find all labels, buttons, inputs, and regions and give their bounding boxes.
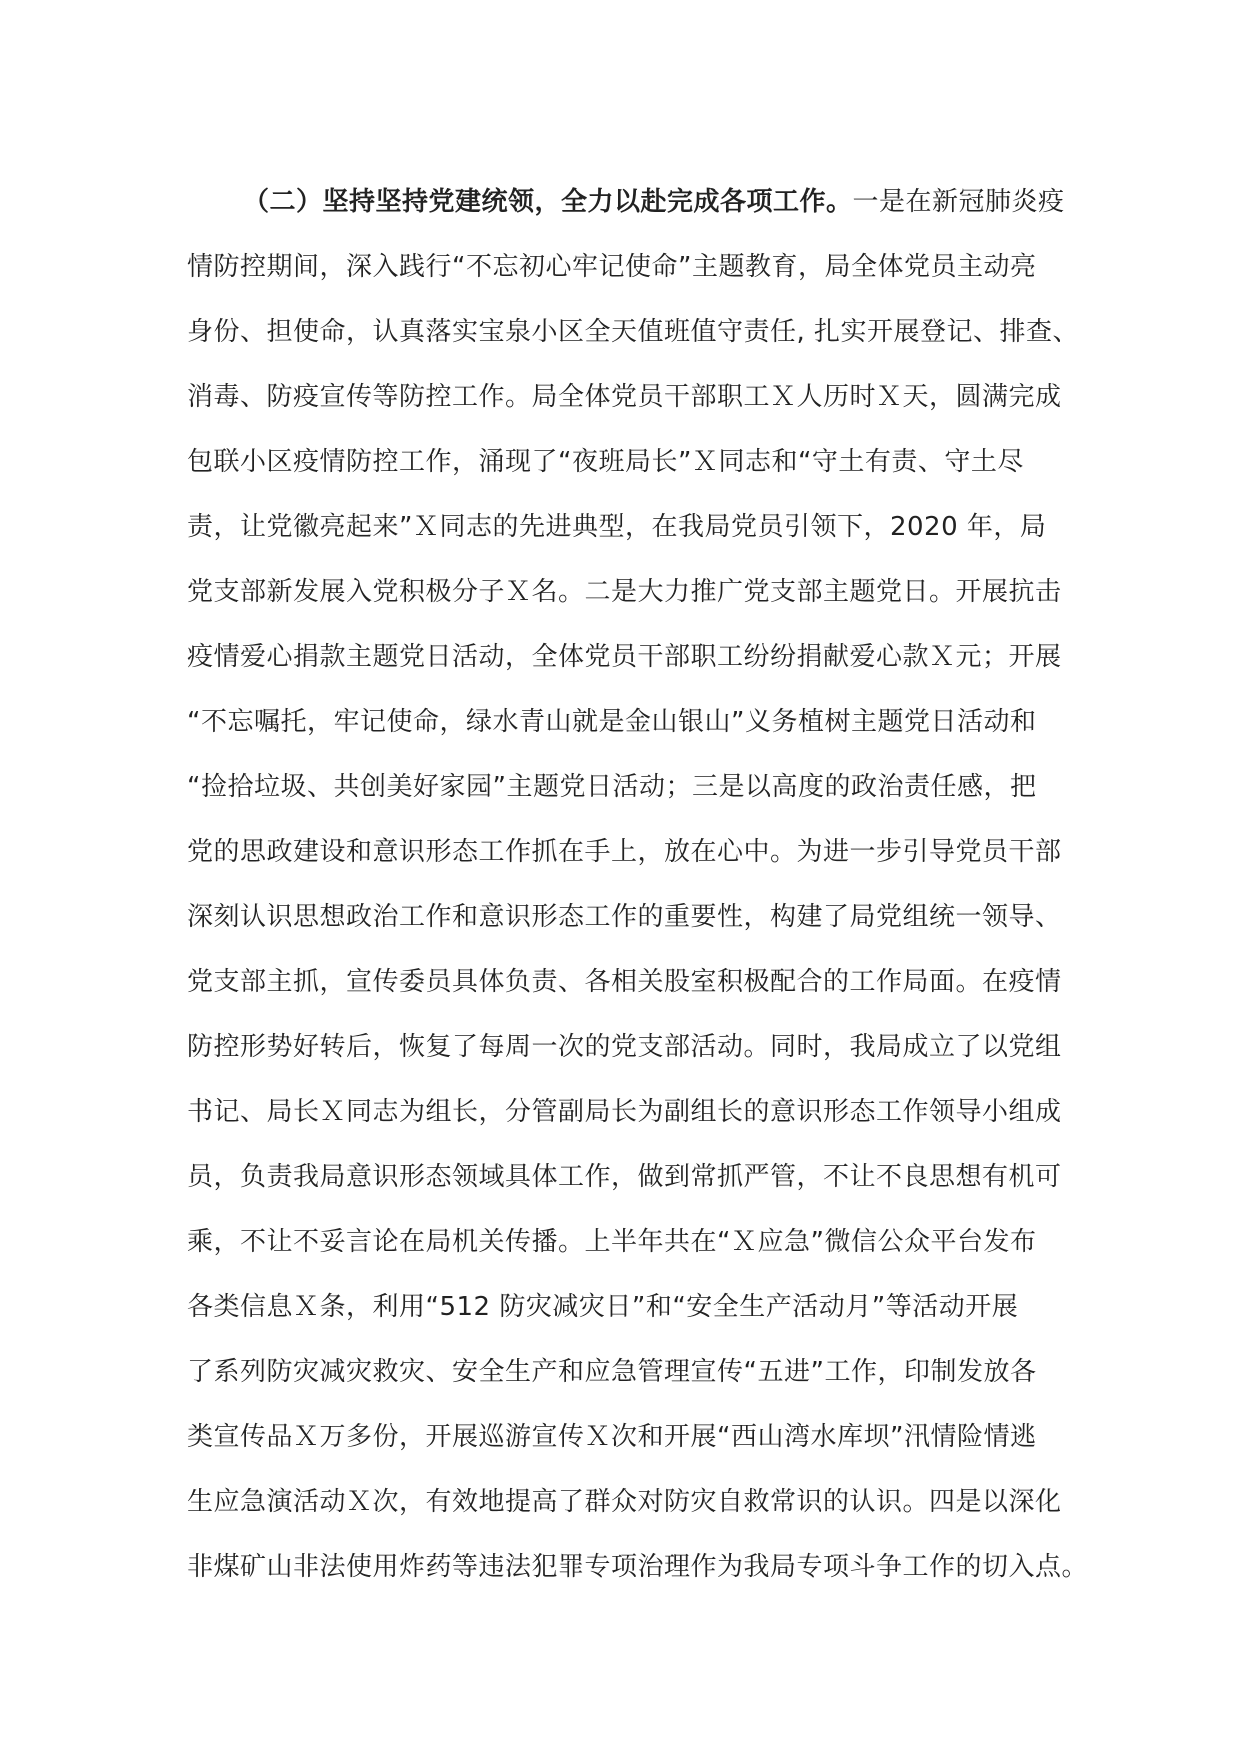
paragraph-line-1 [187, 170, 1065, 235]
paragraph-line-11: 党的思政建设和意识形态工作抓在手上，放在心中。为进一步引导党员干部 [187, 837, 1062, 867]
paragraph-line-12: 深刻认识思想政治工作和意识形态工作的重要性，构建了局党组统一领导、 [187, 902, 1062, 932]
line-text: 一是在新冠肺炎疫 [852, 187, 1065, 217]
paragraph-line-7: 党支部新发展入党积极分子Ｘ名。二是大力推广党支部主题党日。开展抗击 [187, 577, 1062, 607]
paragraph-line-20: 类宣传品Ｘ万多份，开展巡游宣传Ｘ次和开展“西山湾水库坝”汛情险情逃 [187, 1422, 1037, 1452]
paragraph-line-6: 责，让党徽亮起来”Ｘ同志的先进典型，在我局党员引领下，2020 年，局 [187, 512, 1047, 542]
paragraph-line-21: 生应急演活动Ｘ次，有效地提高了群众对防灾自救常识的认识。四是以深化 [187, 1487, 1062, 1517]
paragraph-line-13: 党支部主抓，宣传委员具体负责、各相关股室积极配合的工作局面。在疫情 [187, 967, 1062, 997]
paragraph-line-22: 非煤矿山非法使用炸药等违法犯罪专项治理作为我局专项斗争工作的切入点。 [187, 1552, 1089, 1582]
paragraph-line-5: 包联小区疫情防控工作，涌现了“夜班局长”Ｘ同志和“守土有责、守土尽 [187, 447, 1024, 477]
paragraph-line-16: 员，负责我局意识形态领域具体工作，做到常抓严管，不让不良思想有机可 [187, 1162, 1062, 1192]
paragraph-line-19: 了系列防灾减灾救灾、安全生产和应急管理宣传“五进”工作，印制发放各 [187, 1357, 1037, 1387]
paragraph-line-8: 疫情爱心捐款主题党日活动，全体党员干部职工纷纷捐献爱心款Ｘ元；开展 [187, 642, 1062, 672]
paragraph-line-10: “捡拾垃圾、共创美好家园”主题党日活动；三是以高度的政治责任感，把 [187, 772, 1037, 802]
paragraph-line-18: 各类信息Ｘ条，利用“512 防灾减灾日”和“安全生产活动月”等活动开展 [187, 1292, 1019, 1322]
paragraph-line-3: 身份、担使命，认真落实宝泉小区全天值班值守责任, 扎实开展登记、排查、 [187, 317, 1080, 347]
paragraph-line-14: 防控形势好转后，恢复了每周一次的党支部活动。同时，我局成立了以党组 [187, 1032, 1062, 1062]
paragraph-line-15: 书记、局长Ｘ同志为组长，分管副局长为副组长的意识形态工作领导小组成 [187, 1097, 1062, 1127]
paragraph-line-9: “不忘嘱托，牢记使命，绿水青山就是金山银山”义务植树主题党日活动和 [187, 707, 1037, 737]
section-heading: （二）坚持坚持党建统领，全力以赴完成各项工作。 [243, 187, 853, 217]
paragraph-line-2: 情防控期间，深入践行“不忘初心牢记使命”主题教育，局全体党员主动亮 [187, 252, 1037, 282]
paragraph-line-17: 乘，不让不妥言论在局机关传播。上半年共在“Ｘ应急”微信公众平台发布 [187, 1227, 1037, 1257]
body-paragraph [187, 170, 1089, 1600]
paragraph-line-4: 消毒、防疫宣传等防控工作。局全体党员干部职工Ｘ人历时Ｘ天，圆满完成 [187, 382, 1062, 412]
